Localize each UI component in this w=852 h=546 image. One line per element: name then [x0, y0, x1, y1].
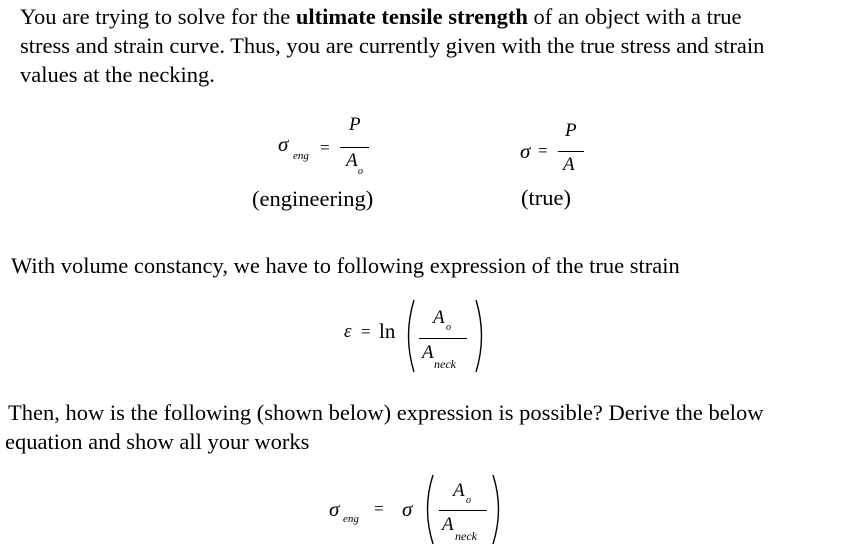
denominator-a: A	[422, 342, 434, 363]
intro-text: of an object with a true	[527, 4, 742, 29]
epsilon-symbol: ε	[344, 321, 352, 342]
true-caption: (true)	[521, 185, 571, 210]
equals-sign: =	[361, 322, 371, 341]
fraction-bar	[340, 147, 369, 148]
o-subscript: o	[358, 166, 363, 177]
volume-constancy-text: With volume constancy, we have to following expression of the true strain	[11, 253, 680, 278]
sigma-symbol: σ	[278, 132, 289, 156]
denominator-a: A	[346, 150, 358, 171]
ln-function: ln	[379, 319, 396, 343]
numerator-a: A	[453, 480, 465, 501]
intro-line-1	[20, 2, 742, 31]
equals-sign: =	[374, 499, 384, 518]
engineering-caption: (engineering)	[252, 186, 374, 211]
o-subscript: o	[466, 495, 471, 506]
o-subscript: o	[446, 322, 451, 333]
sigma-symbol: σ	[402, 497, 413, 521]
fraction-bar	[439, 510, 487, 511]
eng-subscript: eng	[293, 150, 309, 162]
numerator-a: A	[433, 307, 445, 328]
sigma-symbol: σ	[520, 139, 531, 163]
equals-sign: =	[320, 138, 330, 157]
numerator-p: P	[349, 114, 361, 135]
neck-subscript: neck	[434, 357, 456, 371]
sigma-symbol: σ	[329, 497, 340, 521]
intro-text: You are trying to solve for the	[20, 4, 296, 29]
fraction-bar	[419, 338, 467, 339]
denominator-a: A	[563, 154, 575, 175]
neck-subscript: neck	[455, 529, 477, 543]
intro-line-3: values at the necking.	[20, 62, 215, 87]
intro-emphasis: ultimate tensile strength	[295, 4, 528, 29]
question-line-2: equation and show all your works	[5, 429, 310, 454]
numerator-p: P	[565, 120, 577, 141]
eng-subscript: eng	[343, 513, 359, 525]
equals-sign: =	[538, 141, 548, 160]
question-line-1: Then, how is the following (shown below) expression is possible? Derive the below	[8, 400, 764, 425]
intro-line-2: stress and strain curve. Thus, you are currently given with the true stress and strain	[20, 33, 765, 58]
fraction-bar	[558, 151, 584, 152]
denominator-a: A	[442, 514, 454, 535]
